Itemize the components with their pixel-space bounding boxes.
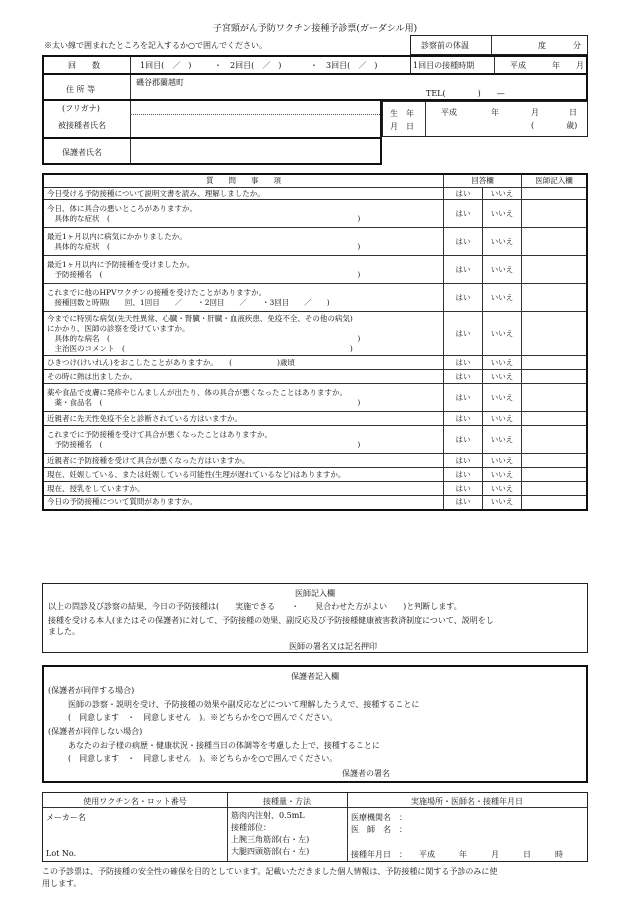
- question-row: [43, 188, 587, 200]
- birth-year: 年: [491, 108, 499, 117]
- question-row: [43, 454, 587, 468]
- instruction: ※太い線で囲まれたところを記入するか○で囲んでください。: [44, 41, 267, 50]
- separator: ・: [310, 61, 318, 70]
- birthdate-box: [382, 101, 588, 137]
- furigana-label: (フリガナ): [62, 104, 100, 113]
- address-row: [42, 73, 588, 101]
- vaccine-record-table: [42, 792, 588, 862]
- question-row: [43, 496, 587, 510]
- question-row: [43, 356, 587, 370]
- answer-header: 回答欄: [444, 174, 522, 188]
- doctor-section-title: 医師記入欄: [295, 589, 335, 598]
- guardian-case2-text: あなたのお子様の病歴・健康状況・接種当日の体調等を考慮した上で、接種することに: [68, 741, 380, 750]
- address-label: 住 所 等: [66, 85, 96, 94]
- question-text: 今日受ける予防接種について説明文書を読み、理解しましたか。: [43, 188, 444, 200]
- birth-day: 日: [569, 108, 577, 117]
- answer-no[interactable]: いいえ: [483, 454, 522, 468]
- answer-no[interactable]: いいえ: [483, 256, 522, 284]
- dose1-field[interactable]: 1回目( ／ ): [140, 61, 192, 70]
- doctor-name-label[interactable]: 医 師 名 ：: [351, 825, 407, 834]
- answer-yes[interactable]: はい: [444, 496, 483, 510]
- guardian-name-field[interactable]: [136, 141, 376, 161]
- answer-no[interactable]: いいえ: [483, 370, 522, 384]
- guardian-section-title: 保護者記入欄: [291, 672, 339, 681]
- answer-yes[interactable]: はい: [444, 426, 483, 454]
- facility-label[interactable]: 医療機関名 ：: [351, 813, 407, 822]
- question-text: ひきつけ(けいれん)をおこしたことがありますか。 ( )歳頃: [43, 356, 444, 370]
- first-dose-period-label: 1回目の接種時期: [413, 61, 475, 70]
- guardian-case1-text: 医師の診察・説明を受け、予防接種の効果や副反応などについて理解したうえで、接種することに: [68, 700, 420, 709]
- answer-yes[interactable]: はい: [444, 312, 483, 356]
- doctor-explanation-text: 接種を受ける本人(またはその保護者)に対して、予防接種の効果、副反応及び予防接種健康被害救済制度について、説明をし ました。: [48, 616, 494, 636]
- answer-no[interactable]: いいえ: [483, 496, 522, 510]
- question-row: [43, 370, 587, 384]
- question-row: [43, 468, 587, 482]
- guardian-case2-consent[interactable]: ( 同意します ・ 同意しません )。※どちらかを○で囲んでください。: [68, 754, 338, 763]
- injection-method-text: 筋肉内注射、0.5mL 接種部位： 上腕三角筋部(右・左) 大腿四頭筋部(右・左): [231, 811, 310, 856]
- answer-no[interactable]: いいえ: [483, 284, 522, 312]
- guardian-name-label: 保護者氏名: [62, 148, 102, 157]
- answer-no[interactable]: いいえ: [483, 356, 522, 370]
- question-text: これまでに他のHPVワクチンの接種を受けたことがありますか。 接種回数と時期( 回、1回目 ／ ・2回目 ／ ・3回目 ／ ): [43, 284, 444, 312]
- site-doctor-date-header: 実施場所・医師名・接種年月日: [411, 797, 523, 806]
- dose-count-row: [42, 55, 588, 75]
- doctor-note-cell[interactable]: [522, 356, 588, 370]
- guardian-name-row: [42, 137, 382, 165]
- temperature-label: 診察前の体温: [421, 41, 469, 50]
- question-row: [43, 200, 587, 228]
- answer-no[interactable]: いいえ: [483, 468, 522, 482]
- question-text: 現在、妊娠している、または妊娠している可能性(生理が遅れているなど)はありますか。: [43, 468, 444, 482]
- question-row: [43, 228, 587, 256]
- question-row: [43, 256, 587, 284]
- question-text: 今日の予防接種について質問がありますか。: [43, 496, 444, 510]
- question-row: [43, 412, 587, 426]
- answer-no[interactable]: いいえ: [483, 188, 522, 200]
- answer-no[interactable]: いいえ: [483, 384, 522, 412]
- question-text: 現在、授乳をしていますか。: [43, 482, 444, 496]
- vaccination-date-label[interactable]: 接種年月日 ： 平成 年 月 日 時: [351, 850, 563, 859]
- answer-no[interactable]: いいえ: [483, 426, 522, 454]
- vaccine-lot-header: 使用ワクチン名・ロット番号: [83, 797, 187, 806]
- question-text: その時に熱は出ましたか。: [43, 370, 444, 384]
- question-row: [43, 384, 587, 412]
- question-text: 最近1ヶ月以内に病気にかかりましたか。 具体的な症状 ( ): [43, 228, 444, 256]
- question-row: [43, 426, 587, 454]
- question-text: 今までに特別な病気(先天性異常、心臓・腎臓・肝臓・血液疾患、免疫不全、その他の病気) にかかり、医師の診察を受けていますか。 具体的な病名 ( ) 主治医のコメント ( ): [43, 312, 444, 356]
- answer-yes[interactable]: はい: [444, 482, 483, 496]
- first-dose-era: 平成: [510, 61, 526, 70]
- doctor-note-cell[interactable]: [522, 228, 588, 256]
- doctor-section: [42, 583, 588, 653]
- guardian-signature-label: 保護者の署名: [342, 769, 390, 778]
- question-text: 薬や食品で皮膚に発疹やじんましんが出たり、体の具合が悪くなったことはありますか。 薬・食品名 ( ): [43, 384, 444, 412]
- patient-name-field[interactable]: [134, 116, 374, 134]
- answer-yes[interactable]: はい: [444, 284, 483, 312]
- doctor-note-cell[interactable]: [522, 312, 588, 356]
- patient-name-label: 被接種者氏名: [58, 121, 106, 130]
- question-row: [43, 482, 587, 496]
- question-text: 今日、体に具合の悪いところがありますか。 具体的な症状 ( ): [43, 200, 444, 228]
- answer-yes[interactable]: はい: [444, 200, 483, 228]
- answer-yes[interactable]: はい: [444, 412, 483, 426]
- address-value[interactable]: 磯谷郡蘭越町: [136, 78, 184, 87]
- doctor-note-cell[interactable]: [522, 482, 588, 496]
- dose-method-header: 接種量・方法: [263, 797, 311, 806]
- dose2-field[interactable]: 2回目( ／ ): [230, 61, 282, 70]
- doctor-note-cell[interactable]: [522, 468, 588, 482]
- doctor-note-cell[interactable]: [522, 454, 588, 468]
- doctor-note-cell[interactable]: [522, 412, 588, 426]
- question-text: これまでに予防接種を受けて具合が悪くなったことはありますか。 予防接種名 ( ): [43, 426, 444, 454]
- doctor-header: 医師記入欄: [522, 174, 588, 188]
- doctor-signature-label: 医師の署名又は記名押印: [289, 642, 377, 651]
- lot-number-label[interactable]: Lot No.: [46, 849, 77, 858]
- doctor-note-cell[interactable]: [522, 496, 588, 510]
- answer-no[interactable]: いいえ: [483, 412, 522, 426]
- doctor-note-cell[interactable]: [522, 370, 588, 384]
- maker-label[interactable]: メーカー名: [46, 813, 86, 822]
- answer-yes[interactable]: はい: [444, 356, 483, 370]
- temperature-minute-label: 分: [573, 41, 581, 50]
- guardian-case1-consent[interactable]: ( 同意します ・ 同意しません )。※どちらかを○で囲んでください。: [68, 713, 338, 722]
- name-row: [42, 99, 382, 139]
- privacy-footer: この予診票は、予防接種の安全性の確保を目的としています。記載いただきました個人情報は、予防接種に関する予診のみに使 用します。: [42, 867, 498, 888]
- question-row: [43, 312, 587, 356]
- separator: ・: [214, 61, 222, 70]
- birth-month: 月: [531, 108, 539, 117]
- first-dose-month: 月: [576, 61, 584, 70]
- birthdate-label: 生 年 月 日: [390, 109, 414, 131]
- question-row: [43, 284, 587, 312]
- question-header: 質 問 事 項: [43, 174, 444, 188]
- question-text: 近親者に先天性免疫不全と診断されている方はいますか。: [43, 412, 444, 426]
- answer-no[interactable]: いいえ: [483, 228, 522, 256]
- answer-yes[interactable]: はい: [444, 384, 483, 412]
- birth-era: 平成: [441, 108, 457, 117]
- dose-count-label: 回 数: [68, 61, 100, 70]
- age-field[interactable]: ( 歳): [531, 121, 578, 130]
- dose3-field[interactable]: 3回目( ／ ): [326, 61, 378, 70]
- doctor-judgment-text: 以上の問診及び診察の結果、今日の予防接種は( 実施できる ・ 見合わせた方がよい )と判断します。: [48, 602, 462, 611]
- question-text: 近親者に予防接種を受けて具合が悪くなった方はいますか。: [43, 454, 444, 468]
- answer-yes[interactable]: はい: [444, 256, 483, 284]
- guardian-case2-heading: (保護者が同伴しない場合): [48, 727, 143, 736]
- doctor-note-cell[interactable]: [522, 426, 588, 454]
- doctor-note-cell[interactable]: [522, 256, 588, 284]
- answer-no[interactable]: いいえ: [483, 312, 522, 356]
- answer-yes[interactable]: はい: [444, 370, 483, 384]
- answer-yes[interactable]: はい: [444, 228, 483, 256]
- doctor-note-cell[interactable]: [522, 384, 588, 412]
- temperature-box: [410, 35, 588, 55]
- question-text: 最近1ヶ月以内に予防接種を受けましたか。 予防接種名 ( ): [43, 256, 444, 284]
- answer-yes[interactable]: はい: [444, 468, 483, 482]
- doctor-note-cell[interactable]: [522, 284, 588, 312]
- form-title: 子宮頸がん予防ワクチン接種予診票(ガーダシル用): [212, 24, 418, 34]
- questionnaire-table: [42, 173, 588, 511]
- answer-yes[interactable]: はい: [444, 188, 483, 200]
- telephone-field[interactable]: TEL( ) —: [426, 89, 505, 98]
- answer-no[interactable]: いいえ: [483, 200, 522, 228]
- answer-yes[interactable]: はい: [444, 454, 483, 468]
- guardian-section: [42, 665, 588, 783]
- guardian-case1-heading: (保護者が同伴する場合): [48, 686, 135, 695]
- answer-no[interactable]: いいえ: [483, 482, 522, 496]
- first-dose-year: 年: [552, 61, 560, 70]
- doctor-note-cell[interactable]: [522, 200, 588, 228]
- temperature-degree-label: 度: [538, 41, 546, 50]
- doctor-note-cell[interactable]: [522, 188, 588, 200]
